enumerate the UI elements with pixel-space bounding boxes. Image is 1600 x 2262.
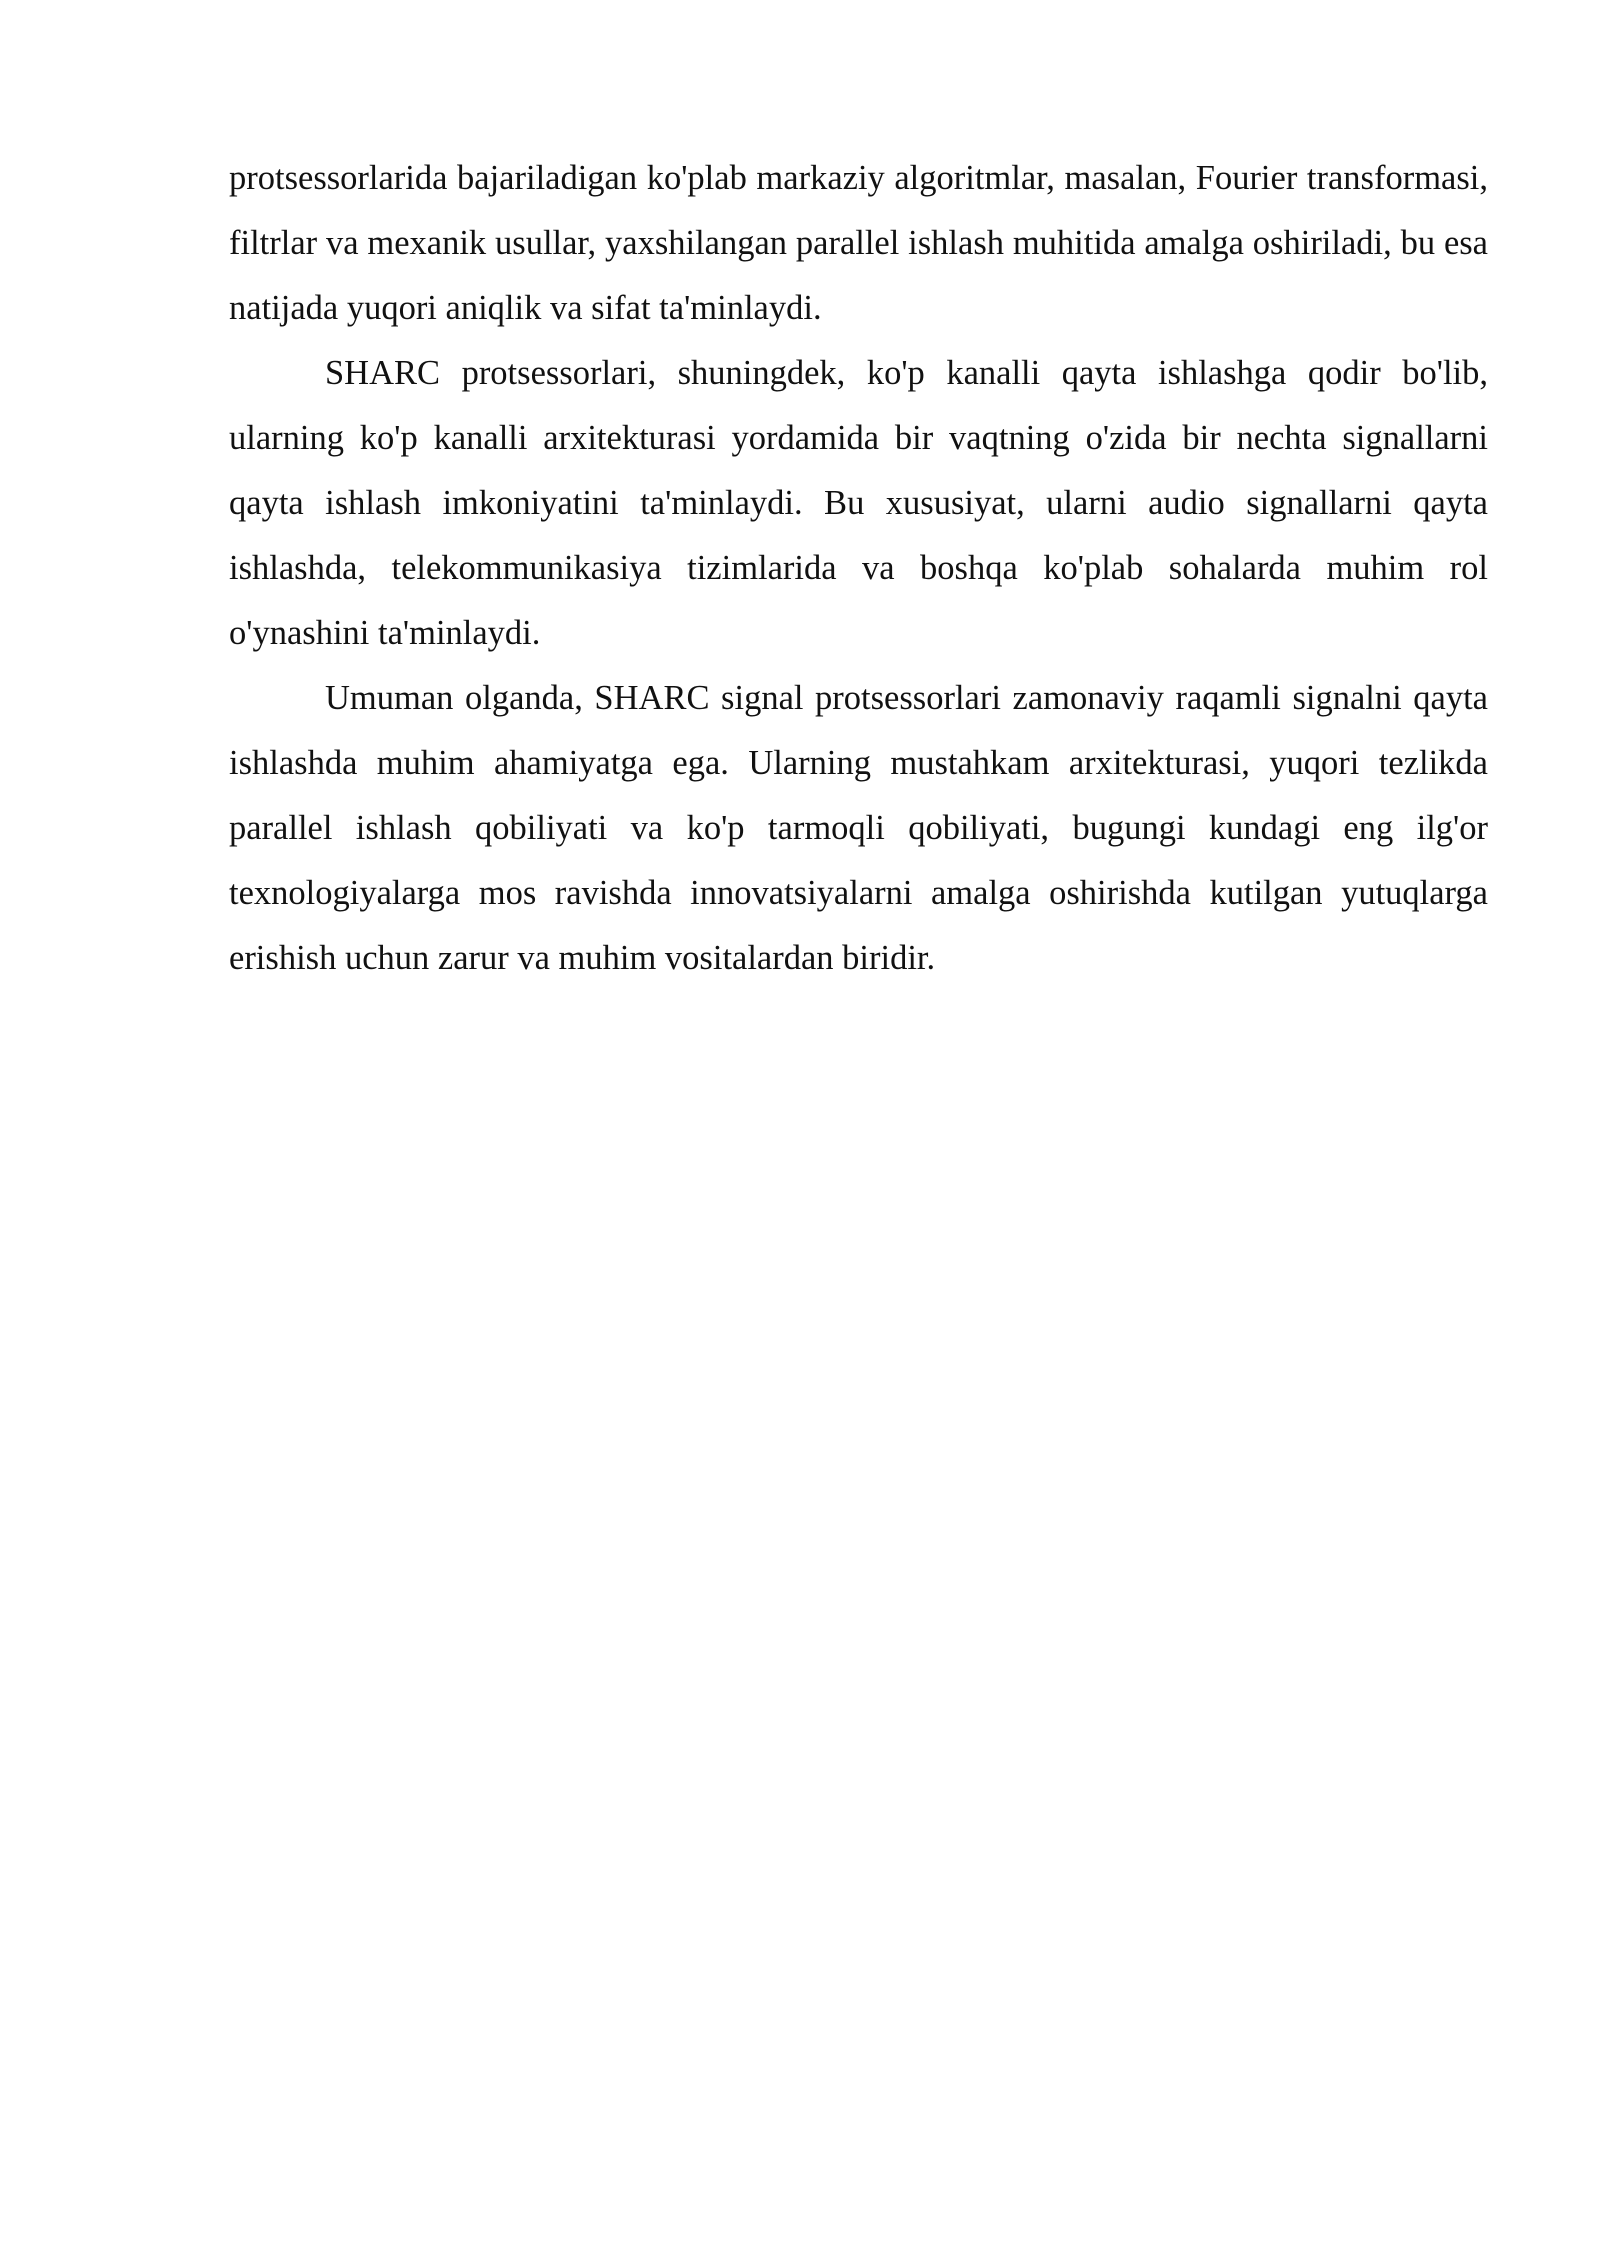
paragraph-continuation: protsessorlarida bajariladigan ko'plab markaziy algoritmlar, masalan, Fourier transformasi, filtrlar va mexanik usullar, yaxshilangan parallel ishlash muhitida amalga oshiriladi, bu esa natijada yuqori aniqlik va sifat ta'minlaydi. <box>229 159 1488 327</box>
document-body <box>229 146 1488 991</box>
paragraph-conclusion: Umuman olganda, SHARC signal protsessorlari zamonaviy raqamli signalni qayta ishlashda muhim ahamiyatga ega. Ularning mustahkam arxitekturasi, yuqori tezlikda parallel ishlash qobiliyati va ko'p tarmoqli qobiliyati, bugungi kundagi eng ilg'or texnologiyalarga mos ravishda innovatsiyalarni amalga oshirishda kutilgan yutuqlarga erishish uchun zarur va muhim vositalardan biridir. <box>229 679 1488 977</box>
paragraph-sharc-multichannel: SHARC protsessorlari, shuningdek, ko'p kanalli qayta ishlashga qodir bo'lib, ularning ko'p kanalli arxitekturasi yordamida bir vaqtning o'zida bir nechta signallarni qayta ishlash imkoniyatini ta'minlaydi. Bu xususiyat, ularni audio signallarni qayta ishlashda, telekommunikasiya tizimlarida va boshqa ko'plab sohalarda muhim rol o'ynashini ta'minlaydi. <box>229 354 1488 652</box>
